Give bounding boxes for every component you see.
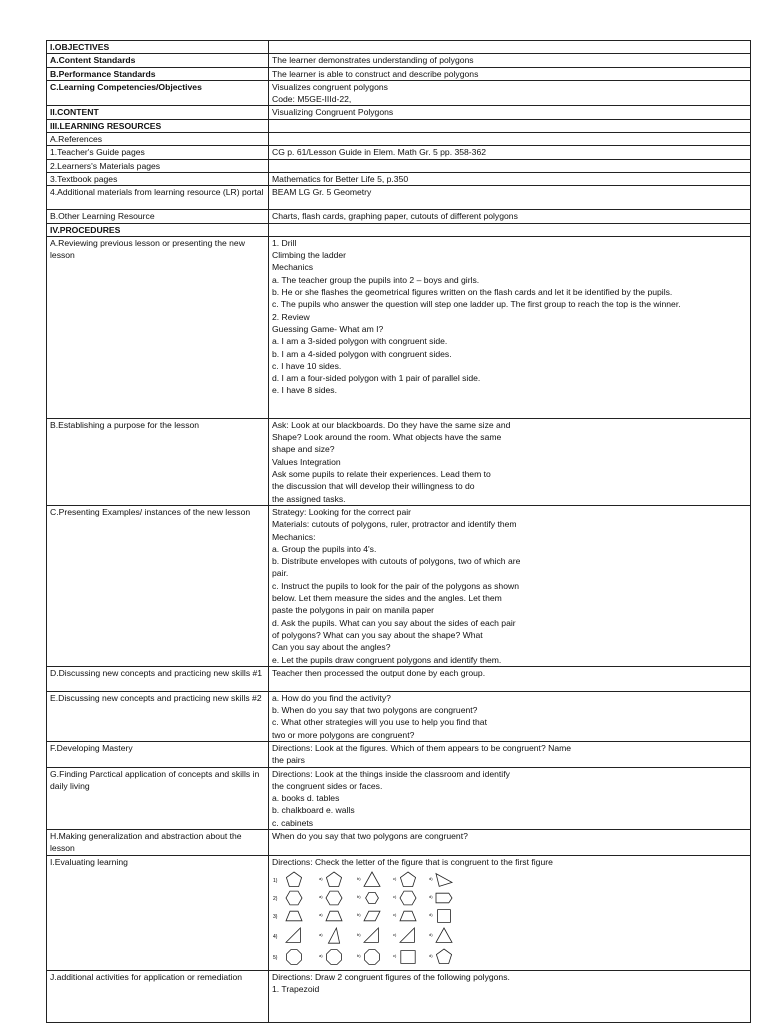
row-label-cell [47,236,269,418]
choice-letter: c) [393,952,397,958]
row-label: B.Establishing a purpose for the lesson [50,419,200,430]
row-label: A.Reviewing previous lesson or presenting the new lesson [50,237,245,261]
content-line: 1. Drill [272,237,297,248]
content-line: c. cabinets [272,817,314,828]
row-label: I.Evaluating learning [50,856,128,867]
content-line: The learner demonstrates understanding of polygons [272,55,474,66]
row-label: A.References [50,134,103,145]
row-label-cell [47,67,269,80]
row-content-cell [269,741,751,767]
row-label: B.Performance Standards [50,68,156,79]
row-label-cell [47,855,269,970]
content-line: Ask some pupils to relate their experiences. Lead them to [272,469,491,480]
content-line: shape and size? [272,444,335,455]
row-label-cell [47,970,269,1022]
row-content-cell [269,119,751,132]
content-line: Teacher then processed the output done by each group. [272,667,486,678]
row-content-cell [269,54,751,67]
row-content-cell [269,159,751,172]
content-line: c. I have 10 sides. [272,360,342,371]
row-label-cell [47,830,269,856]
row-label: 1.Teacher's Guide pages [50,147,145,158]
table-row [47,159,751,172]
figure-shape [286,928,300,942]
table-row [47,54,751,67]
content-line: 2. Review [272,311,310,322]
row-label-cell [47,146,269,159]
row-label-cell [47,666,269,691]
content-line: d. Ask the pupils. What can you say about the sides of each pair [272,617,516,628]
content-line: Strategy: Looking for the correct pair [272,506,412,517]
row-label-cell [47,54,269,67]
figure-shape [286,872,301,887]
row-content-cell [269,106,751,119]
content-line: Directions: Look at the figures. Which of them appears to be congruent? Name [272,742,572,753]
row-content-cell [269,666,751,691]
row-label: 4.Additional materials from learning resource (LR) portal [50,187,264,198]
figure-shape [364,872,380,886]
content-line: of polygons? What can you say about the shape? What [272,629,483,640]
choice-letter: c) [393,893,397,899]
figure-shape [400,891,416,905]
row-content-cell [269,505,751,666]
table-row [47,767,751,829]
row-label: B.Other Learning Resource [50,211,155,222]
content-line: Mechanics [272,262,314,273]
table-row [47,106,751,119]
row-label: E.Discussing new concepts and practicing new skills #2 [50,692,262,703]
content-line: b. chalkboard e. walls [272,805,355,816]
row-content-cell [269,41,751,54]
content-line: below. Let them measure the sides and the angles. Let them [272,593,502,604]
figure-shape [436,874,452,887]
row-label-cell [47,80,269,106]
table-row [47,186,751,210]
content-line: the pairs [272,755,305,766]
row-label: III.LEARNING RESOURCES [50,120,162,131]
row-label: H.Making generalization and abstraction about the lesson [50,831,242,854]
row-label-cell [47,133,269,146]
content-line: b. He or she flashes the geometrical figures written on the flash cards and let it be identified by the pupils. [272,287,673,298]
row-label-cell [47,505,269,666]
content-line: Climbing the ladder [272,250,347,261]
choice-letter: c) [393,875,397,881]
content-line: Visualizing Congruent Polygons [272,107,394,118]
figure-shape [438,910,451,923]
content-line: Values Integration [272,456,341,467]
row-label-cell [47,41,269,54]
content-line: a. The teacher group the pupils into 2 – boys and girls. [272,274,480,285]
content-line: When do you say that two polygons are congruent? [272,831,468,842]
table-row [47,133,751,146]
row-content-cell [269,970,751,1022]
content-line: 1. Trapezoid [272,984,320,995]
content-line: Mathematics for Better Life 5, p.350 [272,173,409,184]
choice-letter: d) [429,931,433,937]
table-row [47,418,751,505]
content-line: b. Distribute envelopes with cutouts of polygons, two of which are [272,556,521,567]
content-line: c. Instruct the pupils to look for the pair of the polygons as shown [272,580,519,591]
choice-letter: b) [357,931,361,937]
content-line: CG p. 61/Lesson Guide in Elem. Math Gr. 5 pp. 358-362 [272,147,487,158]
content-line: Guessing Game- What am I? [272,323,384,334]
row-label: 3.Textbook pages [50,173,118,184]
row-content-cell [269,223,751,236]
figure-shape [327,950,342,965]
item-number: 3) [273,913,278,920]
content-line: Visualizes congruent polygons [272,81,388,92]
row-label: C.Learning Competencies/Objectives [50,81,202,92]
row-content-cell [269,210,751,223]
figure-shape [365,950,380,965]
figure-shape [436,893,452,903]
figure-shape [287,950,302,965]
table-row [47,970,751,1022]
row-label: II.CONTENT [50,107,99,118]
table-row [47,855,751,970]
row-label: A.Content Standards [50,55,136,66]
choice-letter: a) [319,893,323,899]
row-content-cell [269,691,751,741]
row-content-cell [269,830,751,856]
content-line: a. Group the pupils into 4's. [272,543,377,554]
row-label-cell [47,691,269,741]
row-label: C.Presenting Examples/ instances of the new lesson [50,506,251,517]
content-line: Code: M5GE-IIId-22, [272,94,352,105]
row-content-cell [269,80,751,106]
table-row [47,223,751,236]
content-line: Directions: Draw 2 congruent figures of the following polygons. [272,971,510,982]
figure-shape [364,911,380,921]
item-number: 1) [273,877,278,884]
figure-shape [436,949,451,964]
figure-shape [400,911,416,921]
choice-letter: d) [429,911,433,917]
choice-letter: d) [429,893,433,899]
choice-letter: d) [429,875,433,881]
figure-shape [286,911,302,921]
row-label: J.additional activities for application or remediation [50,971,243,982]
table-row [47,172,751,185]
content-line: two or more polygons are congruent? [272,729,415,740]
lesson-plan-document [46,40,750,1023]
row-content-cell [269,172,751,185]
table-row [47,146,751,159]
choice-letter: b) [357,911,361,917]
content-line: c. What other strategies will you use to help you find that [272,717,487,728]
table-row [47,119,751,132]
content-line: the assigned tasks. [272,493,346,504]
figure-shape [400,928,414,942]
content-line: a. I am a 3-sided polygon with congruent side. [272,336,448,347]
choice-letter: b) [357,893,361,899]
row-label-cell [47,223,269,236]
figure-shape [326,872,341,887]
row-label: G.Finding Parctical application of concepts and skills in daily living [50,768,260,791]
row-label-cell [47,418,269,505]
table-row [47,691,751,741]
table-row [47,666,751,691]
figure-shape [400,872,415,887]
table-row [47,67,751,80]
content-line: d. I am a four-sided polygon with 1 pair of parallel side. [272,373,481,384]
choice-letter: a) [319,931,323,937]
evaluation-figure [272,870,472,970]
choice-letter: c) [393,911,397,917]
row-label: 2.Learners's Materials pages [50,160,161,171]
content-line: Can you say about the angles? [272,642,391,653]
content-line: a. How do you find the activity? [272,692,391,703]
row-content-cell [269,133,751,146]
row-label-cell [47,186,269,210]
content-line: b. I am a 4-sided polygon with congruent sides. [272,348,452,359]
content-line: e. I have 8 sides. [272,385,337,396]
table-row [47,830,751,856]
choice-letter: c) [393,931,397,937]
choice-letter: d) [429,952,433,958]
item-number: 5) [273,954,278,961]
row-label-cell [47,106,269,119]
figure-shape [326,911,342,921]
content-line: Shape? Look around the room. What objects have the same [272,432,502,443]
row-label-cell [47,172,269,185]
lesson-plan-table [46,40,751,1023]
figure-shape [436,928,452,942]
row-label-cell [47,741,269,767]
content-line: pair. [272,568,289,579]
row-content-cell [269,236,751,418]
row-label: F.Developing Mastery [50,742,133,753]
content-line: e. Let the pupils draw congruent polygons and identify them. [272,654,502,665]
content-line: the discussion that will develop their willingness to do [272,481,475,492]
row-content-cell [269,186,751,210]
figure-shape [366,892,379,903]
content-line: c. The pupils who answer the question will step one ladder up. The first group to reach the top is the winner. [272,299,681,310]
row-content-cell [269,67,751,80]
choice-letter: b) [357,952,361,958]
content-line: paste the polygons in pair on manila paper [272,605,434,616]
row-content-cell [269,418,751,505]
row-content-cell [269,146,751,159]
content-line: Materials: cutouts of polygons, ruler, protractor and identify them [272,519,517,530]
row-content-cell [269,855,751,970]
table-row [47,236,751,418]
content-line: the congruent sides or faces. [272,780,383,791]
figure-shape [326,891,342,905]
row-label: D.Discussing new concepts and practicing new skills #1 [50,667,263,678]
choice-letter: a) [319,952,323,958]
table-row [47,210,751,223]
table-row [47,741,751,767]
content-line: b. When do you say that two polygons are congruent? [272,705,478,716]
row-label: IV.PROCEDURES [50,224,121,235]
table-row [47,80,751,106]
content-line: Ask: Look at our blackboards. Do they have the same size and [272,419,511,430]
content-line: Directions: Check the letter of the figure that is congruent to the first figure [272,856,553,867]
item-number: 4) [273,933,278,940]
content-line: Directions: Look at the things inside the classroom and identify [272,768,510,779]
content-line: Charts, flash cards, graphing paper, cutouts of different polygons [272,211,518,222]
content-line: a. books d. tables [272,793,340,804]
row-label-cell [47,210,269,223]
figure-shape [364,928,378,942]
content-line: The learner is able to construct and describe polygons [272,68,479,79]
row-label-cell [47,159,269,172]
figure-shape [286,891,302,905]
content-line: Mechanics: [272,531,316,542]
row-label-cell [47,119,269,132]
row-label: I.OBJECTIVES [50,42,110,52]
table-row [47,41,751,54]
row-content-cell [269,767,751,829]
figure-shape [401,951,415,964]
choice-letter: a) [319,911,323,917]
choice-letter: b) [357,875,361,881]
item-number: 2) [273,895,278,902]
row-label-cell [47,767,269,829]
choice-letter: a) [319,875,323,881]
figure-shape [328,928,339,943]
content-line: BEAM LG Gr. 5 Geometry [272,187,372,198]
table-row [47,505,751,666]
